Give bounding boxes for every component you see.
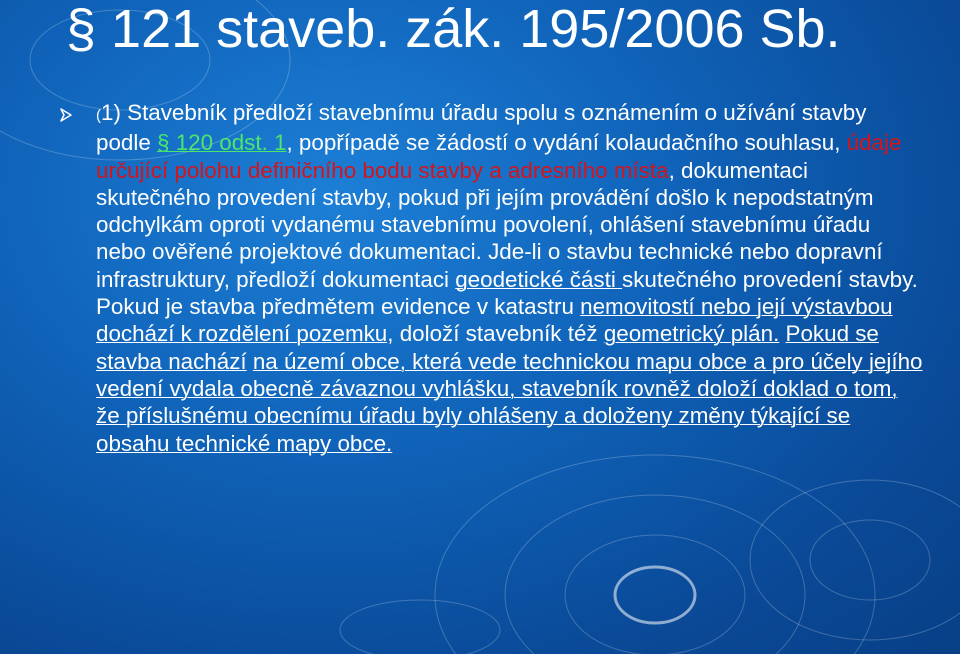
geometric-plan-link[interactable]: geometrický plán.	[603, 321, 780, 347]
text-segment-5: , doloží stavebník též	[387, 321, 604, 347]
text-segment-1: 1) Stavebník předloží stavebnímu úřadu spolu s oznámením o užívání stavby podle	[96, 100, 867, 156]
geodetic-part-link[interactable]: geodetické části	[455, 266, 623, 292]
text-segment-2: , popřípadě se žádostí o vydání kolaudačního souhlasu,	[286, 130, 847, 156]
cadastre-link[interactable]: nemovitostí nebo její výstavbou dochází k rozdělení pozemku	[96, 294, 893, 347]
arrowhead-bullet-icon	[60, 108, 72, 122]
red-highlight-text: údaje určující polohu definičního bodu stavby a adresního místa	[96, 130, 902, 183]
location-link[interactable]: Pokud se stavba nachází	[96, 321, 879, 374]
paragraph-text	[96, 99, 926, 457]
paren-open: (	[96, 107, 101, 124]
text-segment-3: , dokumentaci skutečného provedení stavby, pokud při jejím provádění došlo k nepodstatným odchylkám oproti vydanému stavebnímu povolení, ohlášení stavebnímu úřadu nebo ověřené projektové dokumentaci. Jde-li o stavbu technické nebo dopravní infrastruktury, předloží dokumentaci	[96, 157, 883, 292]
section-link[interactable]: § 120 odst. 1	[157, 130, 287, 156]
text-segment-4: skutečného provedení stavby. Pokud je stavba předmětem evidence v katastru	[96, 266, 918, 320]
slide-title: § 121 staveb. zák. 195/2006 Sb.	[66, 0, 841, 59]
technical-map-text: na území obce, která vede technickou mapu obce a pro účely jejího vedení vydala obecně závaznou vyhlášku, stavebník rovněž doloží doklad o tom, že příslušnému obecnímu úřadu byly ohlášeny a doloženy změny týkající se obsahu technické mapy obce.	[96, 348, 923, 456]
